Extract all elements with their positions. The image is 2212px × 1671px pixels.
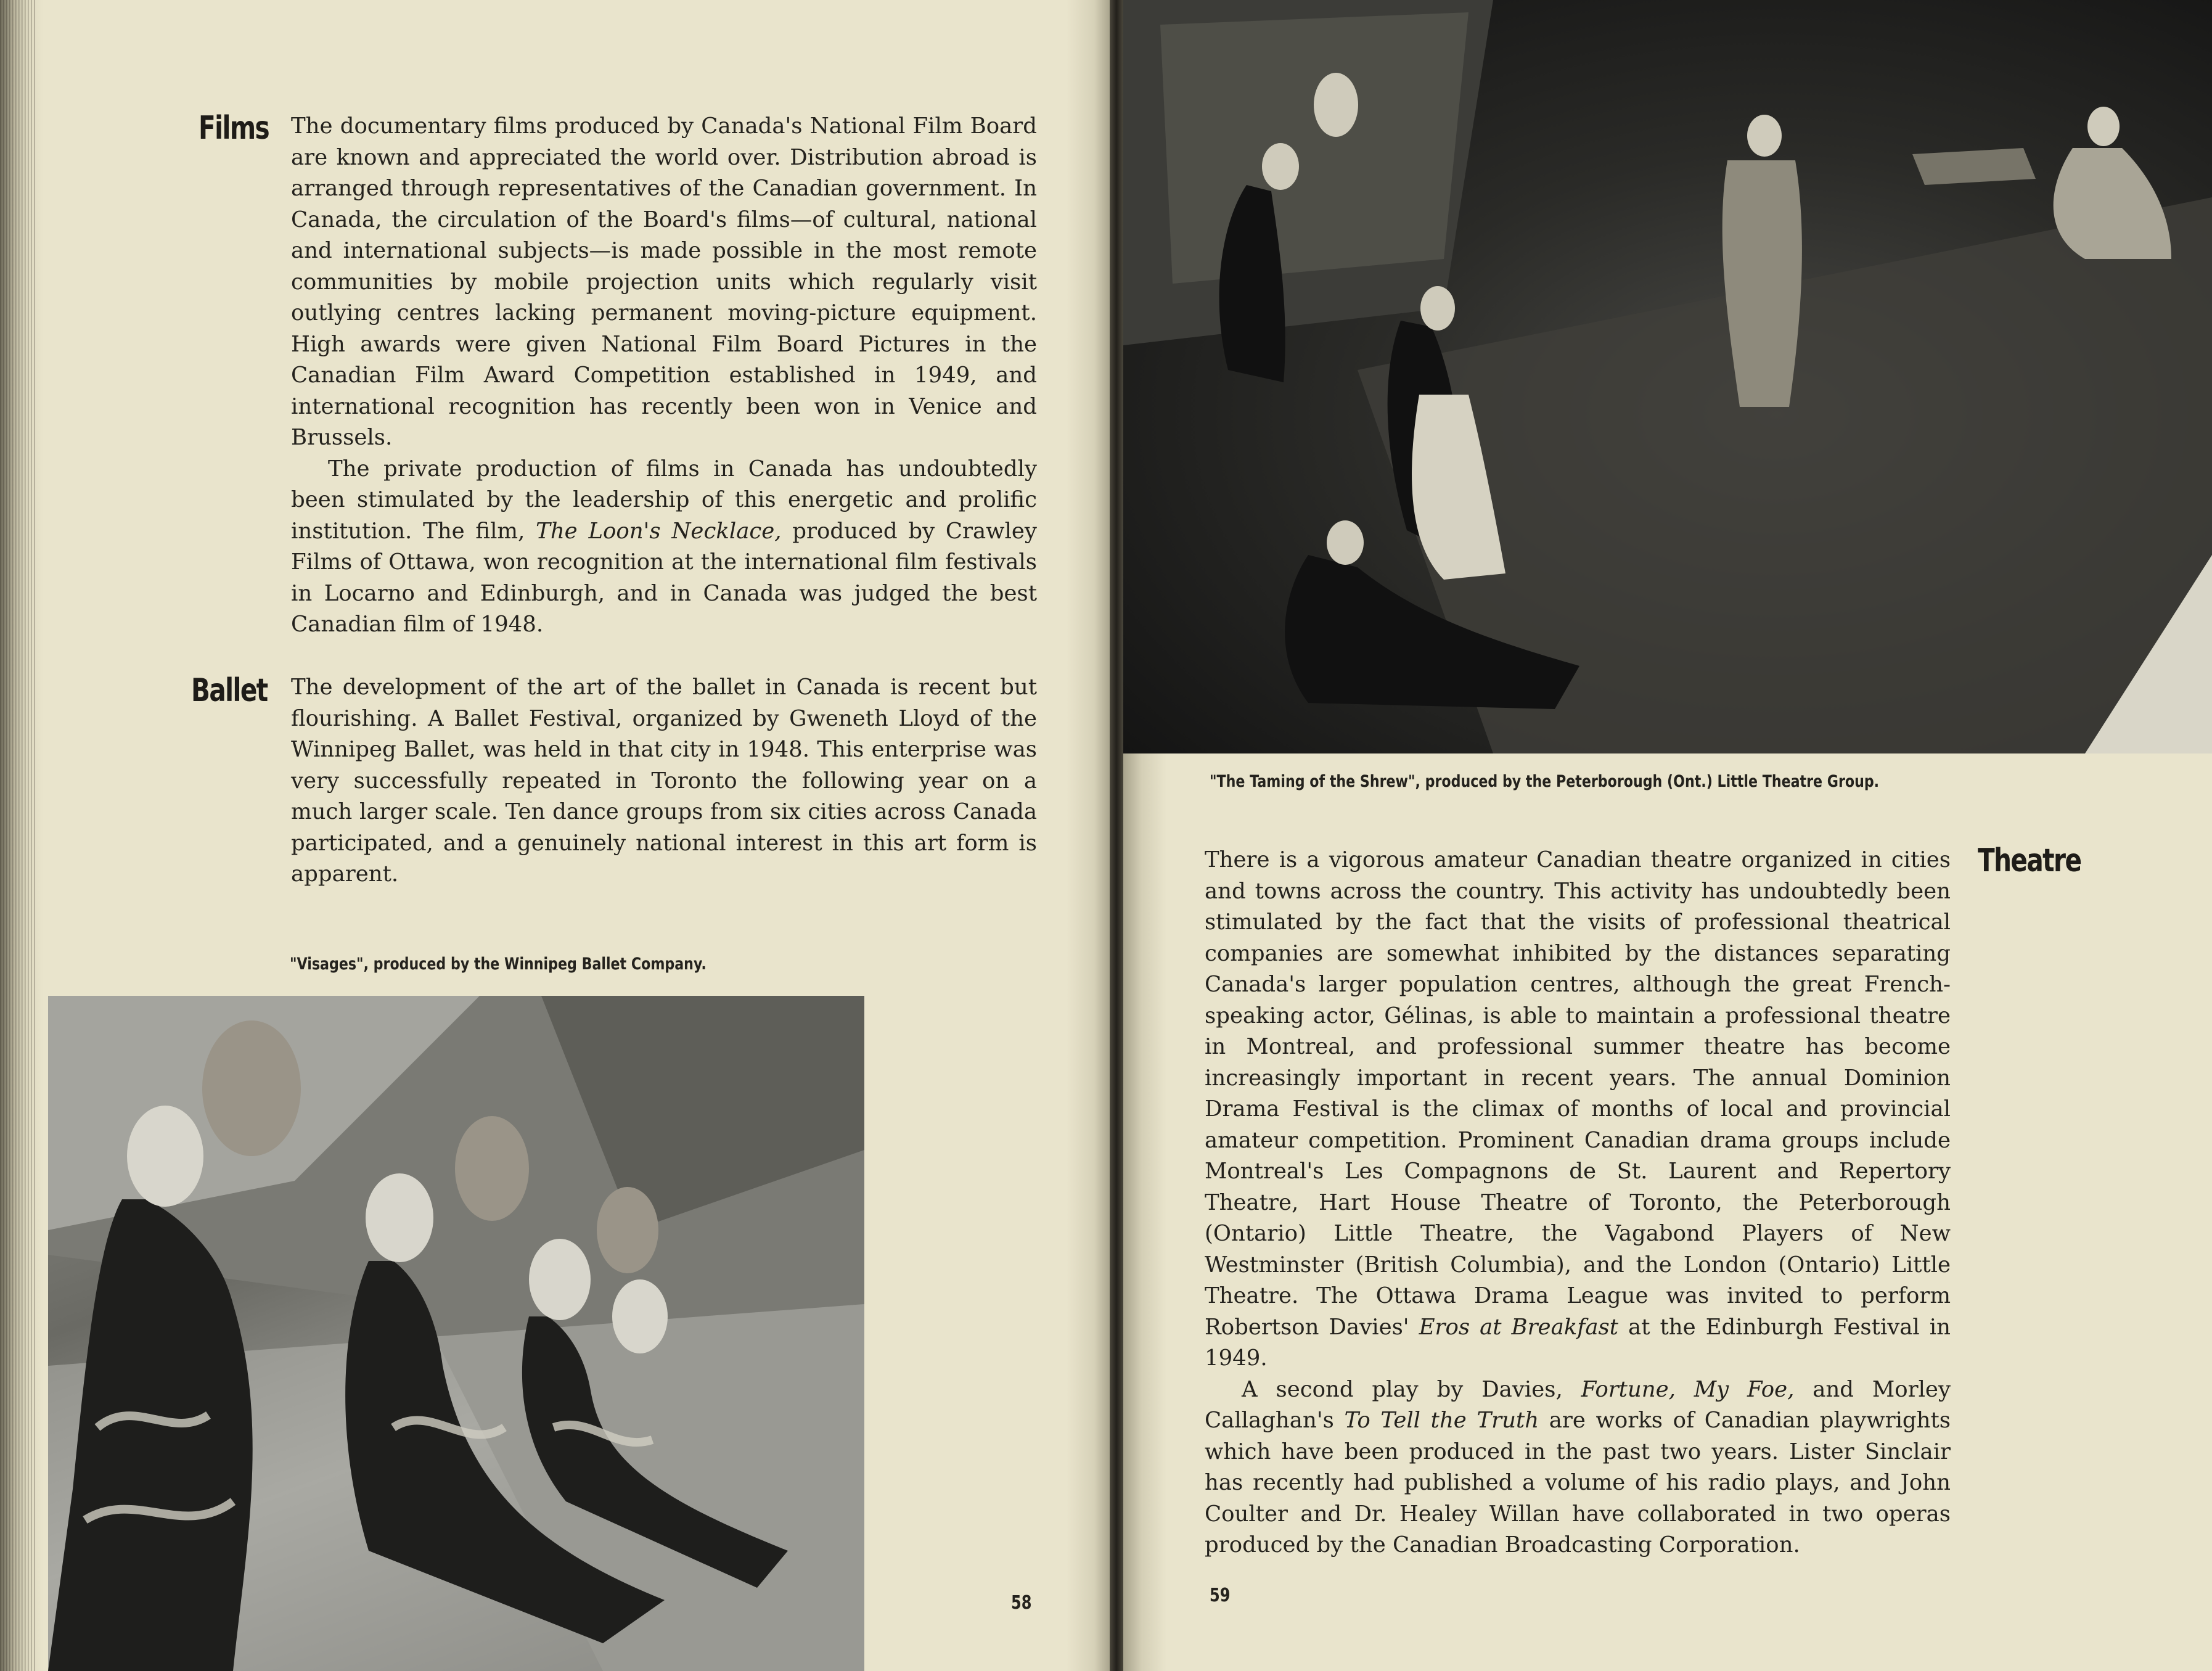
play-title-eros: Eros at Breakfast xyxy=(1419,1314,1619,1340)
films-paragraph-1: The documentary films produced by Canada's National Film Board are known and appreciated the world over. Distribution abroad is arranged through representatives of the Canadian government. In Canada, the circulation of the Board's films—of cultural, national and international subjects—is made possible in the most remote communities by mobile projection units which regularly visit outlying centres lacking permanent moving-picture equipment. High awards were given National Film Board Pictures in the Canadian Film Award Competition established in 1949, and international recognition has recently been won in Venice and Brussels. xyxy=(291,113,1037,450)
page-number-left: 58 xyxy=(1011,1592,1032,1614)
films-heading: Films xyxy=(199,110,269,147)
book-gutter xyxy=(1110,0,1123,1671)
ballet-dancers-image xyxy=(48,996,864,1671)
films-paragraph-2: The private production of films in Canada has undoubtedly been stimulated by the leadership of this energetic and prolific institution. The film, The Loon's Necklace, produced by Crawley Films of Ottawa, won recognition at the international film festivals in Locarno and Edinburgh, and in Canada was judged the best Canadian film of 1948. xyxy=(291,456,1037,637)
theatre-photo-caption: "The Taming of the Shrew", produced by the Peterborough (Ont.) Little Theatre Group. xyxy=(1210,772,1880,791)
film-title: The Loon's Necklace, xyxy=(536,518,782,544)
page-edges xyxy=(0,0,37,1671)
page-number-right: 59 xyxy=(1210,1585,1231,1606)
theatre-text xyxy=(1205,845,1951,1561)
theatre-stage-image xyxy=(1123,0,2212,753)
play-title-fortune: Fortune, My Foe, xyxy=(1581,1376,1795,1402)
theatre-paragraph-1: There is a vigorous amateur Canadian theatre organized in cities and towns across the country. This activity has undoubtedly been stimulated by the fact that the visits of professional theatrical companies are somewhat inhibited by the distances separating Canada's larger population centres, although the great French-speaking actor, Gélinas, is able to maintain a professional theatre in Montreal, and professional summer theatre has become increasingly important in recent years. The annual Dominion Drama Festival is the climax of months of local and provincial amateur competition. Prominent Canadian drama groups include Montreal's Les Compagnons de St. Laurent and Repertory Theatre, Hart House Theatre of Toronto, the Peterborough (Ontario) Little Theatre, the Vagabond Players of New Westminster (British Columbia), and the London (Ontario) Little Theatre. The Ottawa Drama League was invited to perform Robertson Davies' Eros at Breakfast at the Edinburgh Festival in 1949. xyxy=(1205,847,1951,1371)
ballet-heading: Ballet xyxy=(191,672,268,709)
ballet-photo xyxy=(48,996,864,1671)
ballet-paragraph: The development of the art of the ballet in Canada is recent but flourishing. A Ballet Festival, organized by Gweneth Lloyd of the Winnipeg Ballet, was held in that city in 1948. This enterprise was very successfully repeated in Toronto the following year on a much larger scale. Ten dance groups from six cities across Canada participated, and a genuinely national interest in this art form is apparent. xyxy=(291,675,1037,887)
theatre-photo xyxy=(1123,0,2212,753)
films-text xyxy=(291,111,1037,641)
theatre-heading: Theatre xyxy=(1978,842,2081,879)
theatre-paragraph-2: A second play by Davies, Fortune, My Foe, and Morley Callaghan's To Tell the Truth are works of Canadian playwrights which have been produced in the past two years. Lister Sinclair has recently had published a volume of his radio plays, and John Coulter and Dr. Healey Willan have collaborated in two operas produced by the Canadian Broadcasting Corporation. xyxy=(1205,1376,1951,1558)
ballet-photo-caption: "Visages", produced by the Winnipeg Ballet Company. xyxy=(290,955,707,974)
play-title-truth: To Tell the Truth xyxy=(1344,1408,1539,1433)
ballet-text xyxy=(291,672,1037,890)
right-page xyxy=(1123,0,2212,1671)
